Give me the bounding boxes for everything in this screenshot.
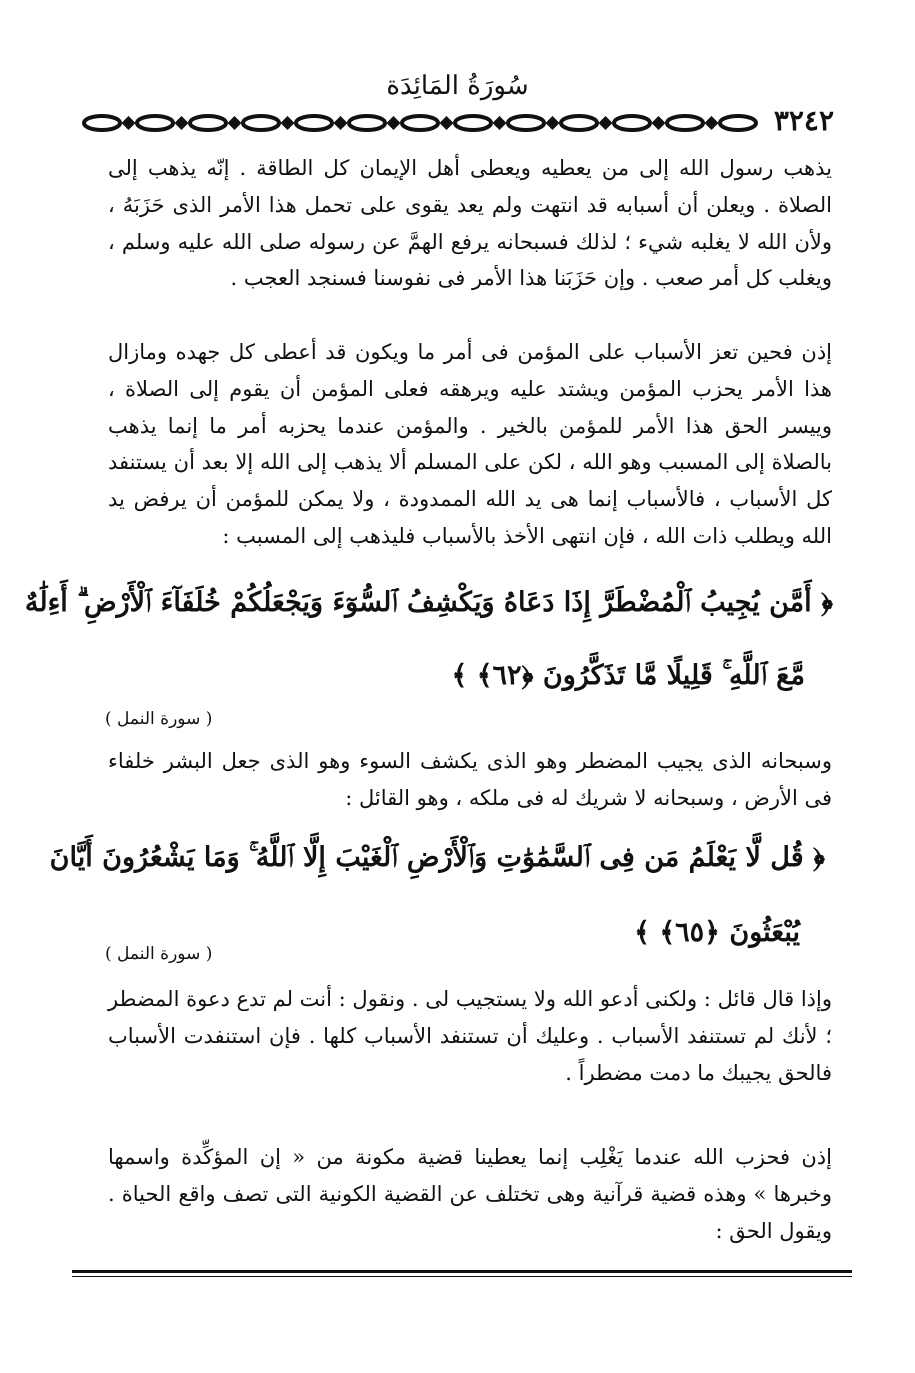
paragraph: إذن فحزب الله عندما يَغْلِب إنما يعطينا قضية مكونة من « إن المؤكِّدة واسمها وخبرها » وهذه قضية قرآنية وهى تختلف عن القضية الكونية التى تصف واقع الحياة . ويقول الحق : [108,1145,832,1243]
chain-link [137,116,173,130]
paragraph: إذن فحين تعز الأسباب على المؤمن فى أمر ما ويكون قد أعطى كل جهده ومازال هذا الأمر يحزب المؤمن ويشتد عليه ويرهقه فعلى المؤمن أن يقوم إلى الصلاة ، وييسر الحق هذا الأمر للمؤمن بالخير . والمؤمن عندما يحزبه أمر ما إنما يذهب بالصلاة إلى المسبب وهو الله ، لكن على المسلم ألا يذهب إلى الله إلا بعد أن يستنفد كل الأسباب ، فالأسباب إنما هى يد الله الممدودة ، ولا يمكن للمؤمن أن يرفض يد الله ويطلب ذات الله ، فإن انتهى الأخذ بالأسباب فليذهب إلى المسبب : [108,340,832,548]
chain-link [561,116,597,130]
paragraph: وإذا قال قائل : ولكنى أدعو الله ولا يستجيب لى . ونقول : أنت لم تدع دعوة المضطر ؛ لأنك لم تستنفد الأسباب . وعليك أن تستنفد الأسباب كلها . فإن استنفدت الأسباب فالحق يجيبك ما دمت مضطراً . [108,987,832,1085]
surah-title: سُورَةُ المَائِدَة [386,71,529,101]
quran-verse-line: ﴿ أَمَّن يُجِيبُ ٱلْمُضْطَرَّ إِذَا دَعَاهُ وَيَكْشِفُ ٱلسُّوٓءَ وَيَجْعَلُكُمْ خُلَفَآءَ ٱلْأَرْضِ ۗ أَءِلَٰهٌ [24,587,833,618]
surah-citation: ( سورة النمل ) [105,709,213,729]
chain-diamond [599,116,613,130]
chain-link [455,116,491,130]
chain-diamond [652,116,666,130]
surah-citation: ( سورة النمل ) [105,944,213,964]
chain-diamond [705,116,719,130]
quran-verse-line: مَّعَ ٱللَّهِ ۚ قَلِيلًا مَّا تَذَكَّرُونَ ﴿٦٢﴾ ﴾ [451,660,805,691]
chain-link [614,116,650,130]
ornamental-header [80,104,860,138]
chain-diamond [122,116,136,130]
footer-rule [72,1270,852,1273]
chain-link [402,116,438,130]
page-number: ٣٢٤٢ [770,104,838,138]
chain-diamond [387,116,401,130]
chain-diamond [440,116,454,130]
paragraph: يذهب رسول الله إلى من يعطيه ويعطى أهل الإيمان كل الطاقة . إنّه يذهب إلى الصلاة . ويعلن أن أسبابه قد انتهت ولم يعد يقوى على تحمل هذا الأمر الذى حَزَبَهُ ، ولأن الله لا يغلبه شيء ؛ لذلك فسبحانه يرفع الهمَّ عن رسوله صلى الله عليه وسلم ، ويغلب كل أمر صعب . وإن حَزَبَنا هذا الأمر فى نفوسنا فسنجد العجب . [108,156,832,291]
quran-verse-line: يُبْعَثُونَ ﴿٦٥﴾ ﴾ [634,917,800,948]
chain-link [190,116,226,130]
chain-diamond [175,116,189,130]
chain-diamond [228,116,242,130]
chain-diamond [546,116,560,130]
chain-link [720,116,756,130]
chain-diamond [493,116,507,130]
chain-ornament-icon [80,108,780,138]
chain-diamond [334,116,348,130]
chain-link [349,116,385,130]
chain-link [243,116,279,130]
chain-link [508,116,544,130]
chain-link [667,116,703,130]
footer-rule-thin [72,1276,852,1277]
chain-diamond [281,116,295,130]
chain-link [84,116,120,130]
paragraph: وسبحانه الذى يجيب المضطر وهو الذى يكشف السوء وهو الذى جعل البشر خلفاء فى الأرض ، وسبحانه لا شريك له فى ملكه ، وهو القائل : [108,749,832,810]
chain-link [296,116,332,130]
quran-verse-line: ﴿ قُل لَّا يَعْلَمُ مَن فِى ٱلسَّمَٰوَٰتِ وَٱلْأَرْضِ ٱلْغَيْبَ إِلَّا ٱللَّهُ ۚ وَمَا يَشْعُرُونَ أَيَّانَ [49,842,825,873]
